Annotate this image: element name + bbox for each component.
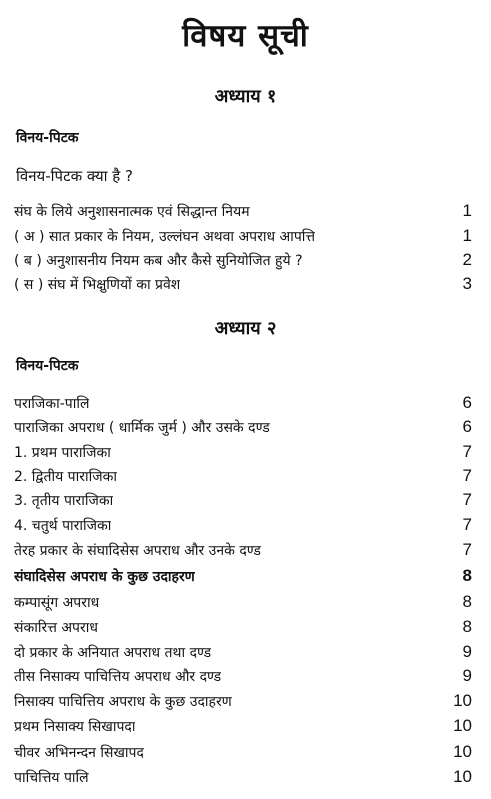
toc-entry-label: 2. द्वितीय पाराजिका <box>14 469 117 485</box>
toc-entry-page: 1 <box>462 201 472 220</box>
toc-entry-page: 10 <box>453 742 472 761</box>
chapter-heading-1: अध्याय १ <box>214 86 277 107</box>
toc-entry-page: 7 <box>462 515 472 534</box>
toc-entry-page: 7 <box>462 442 472 461</box>
toc-entry <box>14 617 472 641</box>
toc-entry-label: प्रथम निसाक्य सिखापदा <box>14 719 136 735</box>
toc-entry-label: संकारित्त अपराध <box>14 620 98 636</box>
toc-entry <box>14 767 472 791</box>
toc-entry <box>14 393 472 417</box>
toc-entry <box>14 666 472 690</box>
toc-entry-page: 10 <box>453 767 472 786</box>
toc-entry-page: 2 <box>462 250 472 269</box>
toc-entry-label: संघ के लिये अनुशासनात्मक एवं सिद्धान्त नियम <box>14 204 250 220</box>
toc-entry-label: ( अ ) सात प्रकार के नियम, उल्लंघन अथवा अपराध आपत्ति <box>14 229 316 245</box>
chapter-heading-2: अध्याय २ <box>214 318 277 339</box>
toc-entry-page: 10 <box>453 691 472 710</box>
toc-entry-label: तेरह प्रकार के संघादिसेस अपराध और उनके दण्ड <box>14 543 261 559</box>
toc-entry <box>14 250 472 274</box>
toc-entry <box>14 642 472 666</box>
toc-entry-label: पाचित्तिय पालि <box>14 770 89 786</box>
section-heading-1: विनय-पिटक <box>16 130 79 146</box>
toc-entry <box>14 592 472 616</box>
subsection-heading-1: विनय-पिटक क्या है ? <box>16 167 133 185</box>
toc-entry-label: 4. चतुर्थ पाराजिका <box>14 518 112 534</box>
toc-entry-label: 3. तृतीय पाराजिका <box>14 493 114 509</box>
toc-entry-label: निसाक्य पाचित्तिय अपराध के कुछ उदाहरण <box>14 694 232 710</box>
toc-entry-label: कम्पासूंग अपराध <box>14 595 100 611</box>
toc-entry <box>14 466 472 490</box>
toc-entry <box>14 566 472 590</box>
toc-entry-label: दो प्रकार के अनियात अपराध तथा दण्ड <box>14 645 212 661</box>
toc-entry <box>14 442 472 466</box>
toc-entry-page: 6 <box>462 393 472 412</box>
toc-entry <box>14 201 472 225</box>
toc-entry-page: 6 <box>462 417 472 436</box>
toc-entry-label: संघादिसेस अपराध के कुछ उदाहरण <box>14 569 195 585</box>
toc-entry-page: 7 <box>462 466 472 485</box>
page-title: विषय सूची <box>182 18 309 54</box>
toc-entry-page: 8 <box>462 566 472 585</box>
toc-entry-page: 8 <box>462 617 472 636</box>
toc-entry-label: ( ब ) अनुशासनीय नियम कब और कैसे सुनियोजित हुये ? <box>14 253 303 269</box>
toc-entry-page: 1 <box>462 226 472 245</box>
toc-entry <box>14 742 472 766</box>
toc-entry <box>14 417 472 441</box>
toc-entry-label: तीस निसाक्य पाचित्तिय अपराध और दण्ड <box>14 669 222 685</box>
toc-entry-page: 9 <box>462 642 472 661</box>
toc-entry <box>14 515 472 539</box>
toc-entry-label: ( स ) संघ में भिक्षुणियों का प्रवेश <box>14 277 181 293</box>
toc-entry <box>14 226 472 250</box>
toc-entry-label: पराजिका-पालि <box>14 396 90 412</box>
toc-entry-page: 8 <box>462 592 472 611</box>
toc-entry <box>14 490 472 514</box>
toc-entry-page: 10 <box>453 716 472 735</box>
toc-entry-label: पाराजिका अपराध ( धार्मिक जुर्म ) और उसके दण्ड <box>14 420 270 436</box>
toc-entry-page: 7 <box>462 490 472 509</box>
toc-entry-page: 7 <box>462 540 472 559</box>
toc-entry-label: चीवर अभिनन्दन सिखापद <box>14 745 144 761</box>
toc-entry-page: 3 <box>462 274 472 293</box>
toc-entry <box>14 691 472 715</box>
section-heading-2: विनय-पिटक <box>16 358 79 374</box>
toc-entry-page: 9 <box>462 666 472 685</box>
toc-entry-label: 1. प्रथम पाराजिका <box>14 445 111 461</box>
toc-entry <box>14 540 472 564</box>
toc-entry <box>14 274 472 298</box>
toc-entry <box>14 716 472 740</box>
